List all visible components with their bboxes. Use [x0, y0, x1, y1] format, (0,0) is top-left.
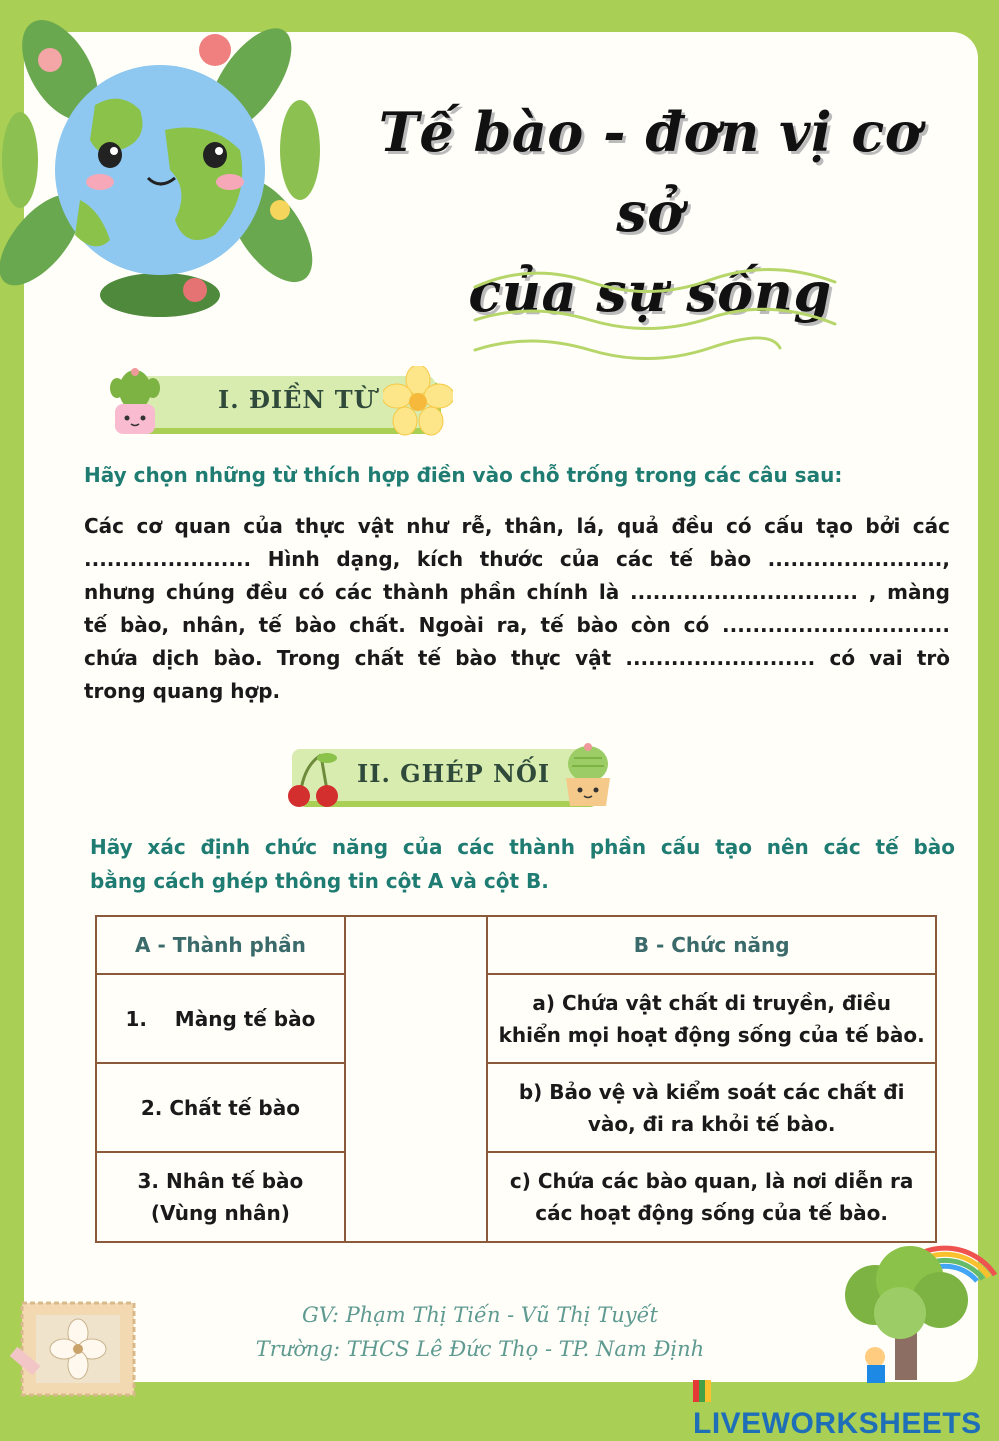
cell-text: c) Chứa các bào quan, là nơi diễn ra — [509, 1169, 914, 1193]
table-row — [96, 1063, 936, 1152]
brand-name: LIVEWORKSHEETS — [693, 1407, 982, 1440]
cell-text: (Vùng nhân) — [150, 1201, 290, 1225]
paragraph-line: Các cơ quan của thực vật như rễ, thân, lá, quả đều có cấu tạo bởi các — [84, 514, 950, 538]
paragraph-line: ...................... Hình dạng, kích thước của các tế bào ......................., — [84, 547, 950, 571]
cherry-icon — [283, 750, 343, 810]
column-a-cell[interactable] — [96, 1063, 345, 1152]
cell-text: b) Bảo vệ và kiểm soát các chất đi — [518, 1079, 905, 1104]
cell-text: 2. Chất tế bào — [140, 1095, 300, 1120]
section-2-label: II. GHÉP NỐI — [357, 759, 551, 788]
matching-gap[interactable] — [345, 916, 488, 1242]
earth-icon — [0, 10, 330, 320]
table-header-row — [96, 916, 936, 974]
column-a-cell[interactable] — [96, 1152, 345, 1242]
teacher-credit: GV: Phạm Thị Tiến - Vũ Thị Tuyết — [302, 1303, 658, 1327]
cactus-pot-icon — [105, 366, 165, 438]
cell-text: vào, đi ra khỏi tế bào. — [587, 1111, 836, 1136]
column-b-cell[interactable] — [487, 1063, 936, 1152]
wave-decoration — [470, 262, 840, 372]
paragraph-line: nhưng chúng đều có các thành phần chính là .............................. , màng — [84, 580, 950, 604]
column-b-cell[interactable] — [487, 974, 936, 1063]
title-line-1: Tế bào - đơn vị cơ sở — [378, 100, 922, 244]
instruction-line: bằng cách ghép thông tin cột A và cột B. — [90, 869, 549, 893]
cell-text: 1. Màng tế bào — [125, 1006, 316, 1031]
tree-icon — [835, 1235, 999, 1385]
paragraph-line: chứa dịch bào. Trong chất tế bào thực vật ......................... có vai trò — [84, 646, 950, 670]
section-2-instruction — [90, 830, 955, 898]
column-b-cell[interactable] — [487, 1152, 936, 1242]
flower-icon — [383, 366, 453, 436]
section-1-instruction: Hãy chọn những từ thích hợp điền vào chỗ trống trong các câu sau: — [84, 463, 843, 487]
column-b-header: B - Chức năng — [487, 916, 936, 974]
paragraph-line: tế bào, nhân, tế bào chất. Ngoài ra, tế bào còn có .............................. — [84, 613, 950, 637]
fill-in-paragraph — [84, 510, 950, 708]
stamp-icon — [10, 1295, 140, 1405]
instruction-line: Hãy xác định chức năng của các thành phần cấu tạo nên các tế bào — [90, 835, 955, 859]
table-row — [96, 1152, 936, 1242]
cell-text: khiển mọi hoạt động sống của tế bào. — [498, 1022, 925, 1047]
cell-text: các hoạt động sống của tế bào. — [535, 1201, 888, 1225]
paragraph-line: trong quang hợp. — [84, 679, 281, 703]
column-a-header: A - Thành phần — [96, 916, 345, 974]
cactus-pot-icon — [560, 742, 616, 810]
cell-text: a) Chứa vật chất di truyền, điều — [532, 990, 891, 1015]
cell-text: 3. Nhân tế bào — [137, 1169, 304, 1193]
brand-mark-icon — [693, 1380, 711, 1402]
title-line-2: của sự sống — [468, 260, 832, 324]
column-a-cell[interactable] — [96, 974, 345, 1063]
section-1-label: I. ĐIỀN TỪ — [218, 385, 376, 414]
school-credit: Trường: THCS Lê Đức Thọ - TP. Nam Định — [255, 1337, 705, 1361]
matching-table — [95, 915, 937, 1243]
table-row — [96, 974, 936, 1063]
brand-logo — [693, 1373, 999, 1441]
